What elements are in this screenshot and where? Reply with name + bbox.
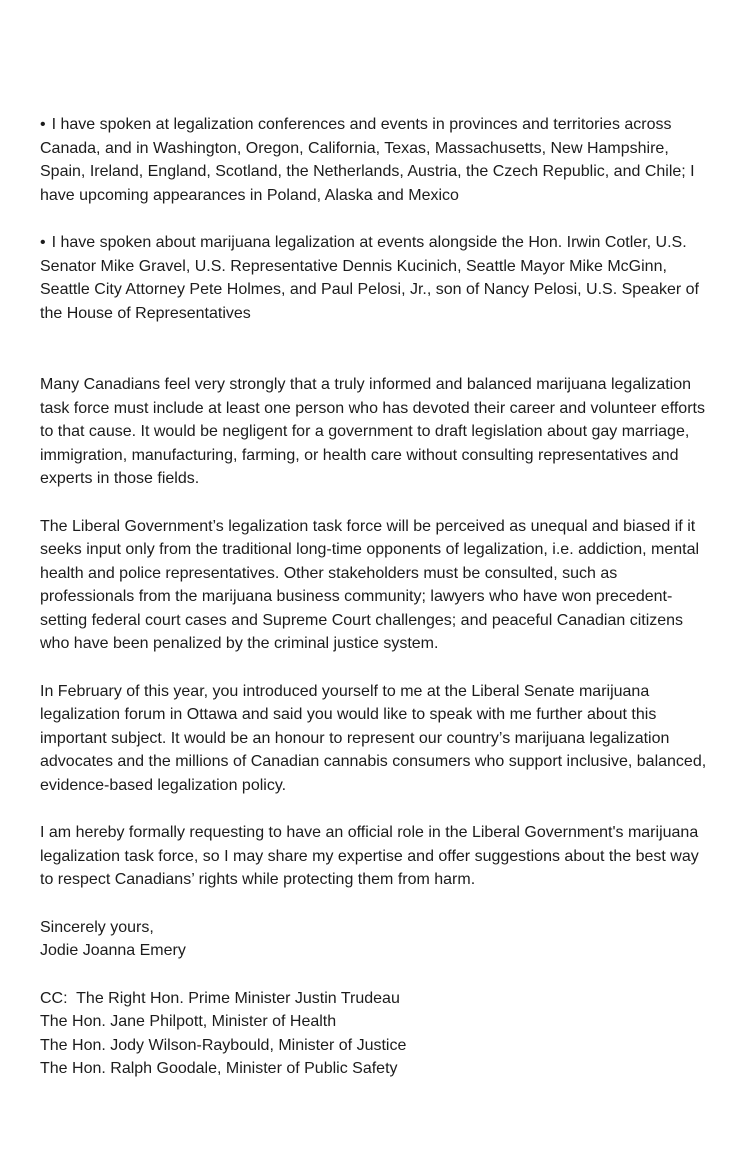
bullet-item-text: I have spoken at legalization conferences and events in provinces and territories across Canada, and in Washington, Oregon, California, Texas, Massachusetts, New Hampshire, Spain, Ireland, England, Scotland, the Netherlands, Austria, the Czech Republic, and Chile; I have upcoming appearances in Poland, Alaska and Mexico: [40, 116, 695, 204]
body-paragraph: I am hereby formally requesting to have an official role in the Liberal Government's marijuana legalization task force, so I may share my expertise and offer suggestions about the best way to respect Canadians’ rights while protecting them from harm.: [40, 824, 699, 888]
body-paragraph: In February of this year, you introduced yourself to me at the Liberal Senate marijuana legalization forum in Ottawa and said you would like to speak with me further about this important subject. It would be an honour to represent our country’s marijuana legalization advocates and the millions of Canadian cannabis consumers who support inclusive, balanced, evidence-based legalization policy.: [40, 682, 707, 794]
cc-line: The Hon. Ralph Goodale, Minister of Public Safety: [40, 1060, 398, 1077]
bullet-item: [40, 113, 712, 207]
cc-line: CC: The Right Hon. Prime Minister Justin Trudeau: [40, 989, 400, 1007]
closing-salutation: Sincerely yours,: [40, 918, 154, 936]
bullet-item: [40, 231, 712, 325]
cc-line: The Hon. Jane Philpott, Minister of Health: [40, 1013, 337, 1030]
bullet-item-text: I have spoken about marijuana legalization at events alongside the Hon. Irwin Cotler, U.S. Senator Mike Gravel, U.S. Representative Dennis Kucinich, Seattle Mayor Mike McGinn, Seattle City Attorney Pete Holmes, and Paul Pelosi, Jr., son of Nancy Pelosi, U.S. Speaker of the House of Representatives: [40, 234, 699, 322]
bullet-icon: •: [40, 234, 46, 251]
cc-line: The Hon. Jody Wilson-Raybould, Minister of Justice: [40, 1036, 407, 1054]
body-paragraph: The Liberal Government’s legalization task force will be perceived as unequal and biased if it seeks input only from the traditional long-time opponents of legalization, i.e. addiction, mental health and police representatives. Other stakeholders must be consulted, such as professionals from the marijuana business community; lawyers who have won precedent-setting federal court cases and Supreme Court challenges; and peaceful Canadian citizens who have been penalized by the criminal justice system.: [40, 517, 700, 652]
cc-block: [40, 987, 712, 1081]
body-paragraph: Many Canadians feel very strongly that a truly informed and balanced marijuana legalization task force must include at least one person who has devoted their career and volunteer efforts to that cause. It would be negligent for a government to draft legislation about gay marriage, immigration, manufacturing, farming, or health care without consulting representatives and experts in those fields.: [40, 376, 705, 487]
closing-block: [40, 916, 712, 963]
closing-signature-name: Jodie Joanna Emery: [40, 942, 186, 959]
bullet-icon: •: [40, 116, 46, 133]
